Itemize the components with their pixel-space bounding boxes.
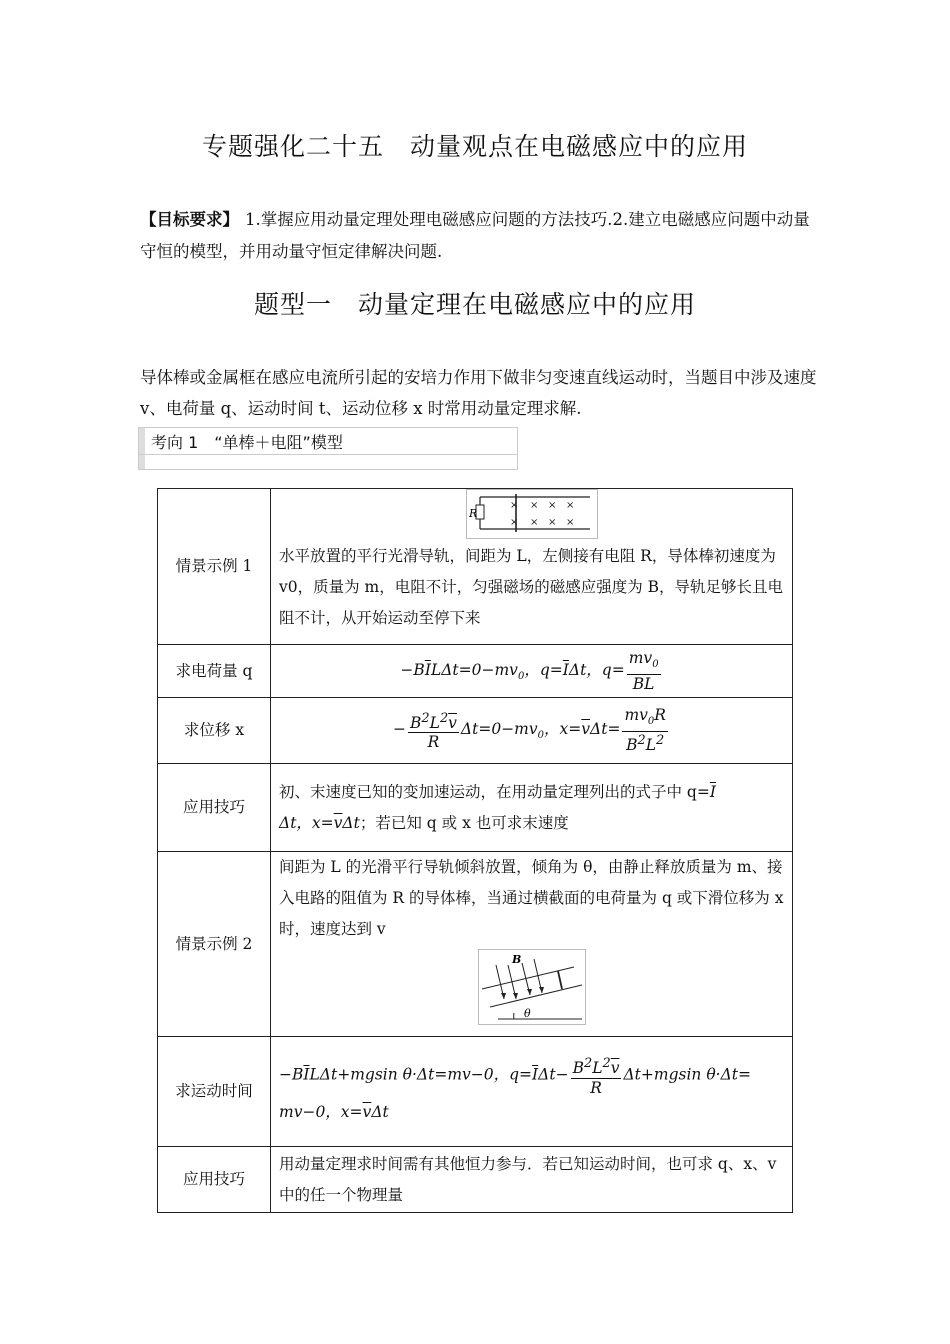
charge-formula: $-B\overline{I}L\Delta t=0-mv_0$，$q=\overline{I}\Delta t$，q= $\frac{mv_0}{BL}$ [271,645,793,698]
kaoxiang-bar [139,428,145,469]
learning-goals [140,204,820,268]
displacement-formula: − $\frac{B^2L^2\overline{v}}{R}$ $\Delta t=0-mv_0$，$x=\overline{v}\Delta t=$ $\frac{mv_0R}{B^2L^2}$ [271,698,793,764]
kaoxiang-box [138,427,518,470]
rail-diagram [466,489,598,539]
svg-text:×: × [547,517,556,528]
table-row [158,764,793,852]
svg-text:×: × [529,500,538,511]
row-head: 求运动时间 [158,1037,271,1147]
incline-figure [279,949,784,1036]
table-row [158,698,793,764]
table-row [158,645,793,698]
row-head: 情景示例 1 [158,489,271,645]
table-row [158,1147,793,1213]
tip-1-text-a: 初、末速度已知的变加速运动，在用动量定理列出的式子中 q= [279,782,710,801]
svg-text:×: × [509,500,518,511]
scenario-2-text: 间距为 L 的光滑平行导轨倾斜放置，倾角为 θ，由静止释放质量为 m、接入电路的阻值为 R 的导体棒，当通过横截面的电荷量为 q 或下滑位移为 x 时，速度达到 v [279,858,784,938]
resistor-label: R [468,507,477,520]
row-head: 求位移 x [158,698,271,764]
kaoxiang-divider [139,454,517,455]
table-row [158,852,793,1037]
theta-label: θ [523,1007,531,1020]
page-title: 专题强化二十五 动量观点在电磁感应中的应用 [201,132,748,161]
b-field-label: B [511,953,521,966]
row-head: 求电荷量 q [158,645,271,698]
goals-text: 1.掌握应用动量定理处理电磁感应问题的方法技巧.2.建立电磁感应问题中动量守恒的模型，并用动量守恒定律解决问题. [140,210,810,261]
table-row [158,1037,793,1147]
rail-figure [279,489,784,541]
tip-1-text-b: ；若已知 q 或 x 也可求末速度 [359,813,569,832]
scenario-1-cell [271,489,793,645]
row-head: 情景示例 2 [158,852,271,1037]
summary-table [157,488,793,1213]
row-head: 应用技巧 [158,764,271,852]
time-formula: $-B\overline{I}L\Delta t+mgsin$ θ·Δt=mv−0，$q=\overline{I}\Delta t-$ $\frac{B^2L^2\overline{v}}{R}$ Δt+mgsin θ·Δt= mv−0，$x=\overline{v}\Delta t$ [271,1037,793,1147]
tip-2-text: 用动量定理求时间需有其他恒力参与．若已知运动时间，也可求 q、x、v 中的任一个物理量 [271,1147,793,1213]
section-title: 题型一 动量定理在电磁感应中的应用 [253,290,696,319]
scenario-2-cell [271,852,793,1037]
svg-text:×: × [547,500,556,511]
scenario-1-text: 水平放置的平行光滑导轨，间距为 L，左侧接有电阻 R，导体棒初速度为 v0，质量为 m，电阻不计，匀强磁场的磁感应强度为 B，导轨足够长且电阻不计，从开始运动至停下来 [279,547,784,627]
kaoxiang-label: 考向 1 “单棒＋电阻”模型 [151,433,343,452]
row-head: 应用技巧 [158,1147,271,1213]
tip-1-cell: 初、末速度已知的变加速运动，在用动量定理列出的式子中 $q=\overline{I}$ Δt，$x=\overline{v}\Delta t$；若已知 q 或 x 也可求末速度 [271,764,793,852]
incline-diagram [478,949,586,1025]
svg-text:×: × [565,517,574,528]
svg-text:×: × [565,500,574,511]
svg-text:×: × [529,517,538,528]
intro-paragraph: 导体棒或金属框在感应电流所引起的安培力作用下做非匀变速直线运动时，当题目中涉及速度 v、电荷量 q、运动时间 t、运动位移 x 时常用动量定理求解. [140,368,817,418]
goals-tag: 【目标要求】 [140,210,239,229]
svg-text:×: × [509,517,518,528]
table-row [158,489,793,645]
